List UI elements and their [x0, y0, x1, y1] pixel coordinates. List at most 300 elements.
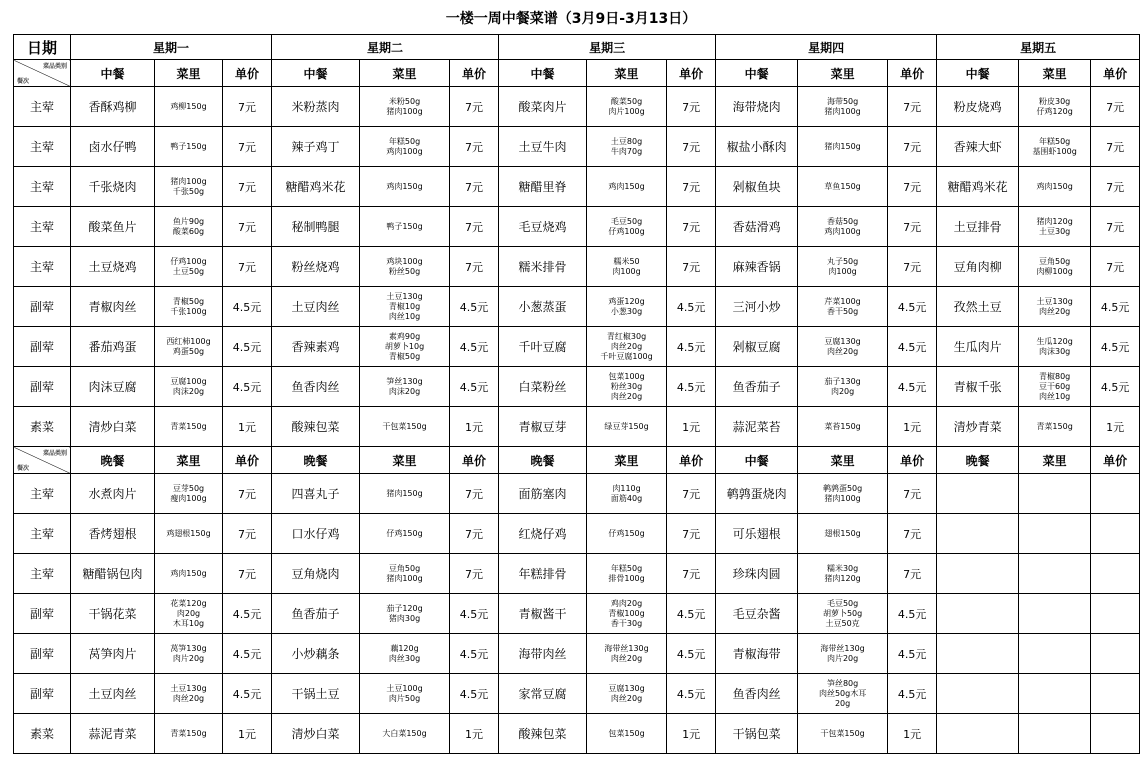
ingredient-header: 菜里 — [155, 60, 223, 87]
price-cell: 7元 — [450, 87, 499, 127]
dish-cell: 土豆牛肉 — [499, 127, 587, 167]
ingredient-cell: 鱼片90g 酸菜60g — [155, 207, 223, 247]
dish-cell — [937, 674, 1019, 714]
table-row — [14, 167, 1140, 207]
diag-category-label: 菜品类别 — [42, 63, 67, 70]
ingredient-cell: 酸菜50g 肉片100g — [587, 87, 667, 127]
dish-cell: 鱼香肉丝 — [716, 674, 798, 714]
ingredient-cell: 米粉50g 猪肉100g — [360, 87, 450, 127]
price-cell: 4.5元 — [888, 367, 937, 407]
ingredient-header: 菜里 — [798, 447, 888, 474]
ingredient-header: 菜里 — [798, 60, 888, 87]
price-cell: 4.5元 — [1091, 327, 1140, 367]
dish-cell: 糯米排骨 — [499, 247, 587, 287]
ingredient-cell: 毛豆50g 仔鸡100g — [587, 207, 667, 247]
dish-cell: 土豆肉丝 — [71, 674, 155, 714]
price-cell: 4.5元 — [667, 327, 716, 367]
ingredient-cell — [1019, 714, 1091, 754]
ingredient-cell: 海带丝130g 肉丝20g — [587, 634, 667, 674]
diag-meal-label: 餐次 — [17, 465, 30, 472]
dish-cell: 香酥鸡柳 — [71, 87, 155, 127]
table-row — [14, 634, 1140, 674]
price-cell: 7元 — [888, 474, 937, 514]
dish-cell: 米粉蒸肉 — [272, 87, 360, 127]
price-cell: 4.5元 — [223, 594, 272, 634]
dish-cell: 蒜泥菜苔 — [716, 407, 798, 447]
dish-cell: 剁椒豆腐 — [716, 327, 798, 367]
price-cell: 7元 — [450, 474, 499, 514]
category-cell: 主荤 — [14, 474, 71, 514]
dish-cell: 孜然土豆 — [937, 287, 1019, 327]
dish-cell: 鹌鹑蛋烧肉 — [716, 474, 798, 514]
price-cell: 4.5元 — [1091, 367, 1140, 407]
ingredient-cell — [1019, 594, 1091, 634]
price-cell: 7元 — [1091, 247, 1140, 287]
price-cell: 1元 — [888, 714, 937, 754]
ingredient-cell: 大白菜150g — [360, 714, 450, 754]
ingredient-header: 菜里 — [587, 60, 667, 87]
dish-cell: 香辣大虾 — [937, 127, 1019, 167]
dish-cell: 小炒藕条 — [272, 634, 360, 674]
dish-cell: 毛豆杂酱 — [716, 594, 798, 634]
category-cell: 主荤 — [14, 167, 71, 207]
dish-cell: 酸菜肉片 — [499, 87, 587, 127]
dish-cell: 土豆肉丝 — [272, 287, 360, 327]
price-cell: 7元 — [888, 127, 937, 167]
price-cell: 7元 — [450, 247, 499, 287]
price-cell: 1元 — [888, 407, 937, 447]
ingredient-cell: 鸡肉150g — [360, 167, 450, 207]
price-cell: 4.5元 — [223, 634, 272, 674]
price-cell — [1091, 714, 1140, 754]
price-header: 单价 — [1091, 60, 1140, 87]
price-cell: 4.5元 — [667, 674, 716, 714]
price-cell: 7元 — [667, 207, 716, 247]
price-cell: 7元 — [450, 554, 499, 594]
ingredient-cell: 鸡肉150g — [155, 554, 223, 594]
price-cell: 7元 — [223, 207, 272, 247]
ingredient-cell — [1019, 514, 1091, 554]
ingredient-cell: 青菜150g — [155, 407, 223, 447]
category-cell: 主荤 — [14, 87, 71, 127]
ingredient-cell: 土豆80g 牛肉70g — [587, 127, 667, 167]
price-header: 单价 — [450, 60, 499, 87]
ingredient-cell: 生瓜120g 肉沫30g — [1019, 327, 1091, 367]
ingredient-cell: 仔鸡150g — [360, 514, 450, 554]
price-cell: 7元 — [667, 474, 716, 514]
price-cell: 7元 — [450, 514, 499, 554]
table-row — [14, 207, 1140, 247]
ingredient-cell: 猪肉100g 千张50g — [155, 167, 223, 207]
price-cell: 7元 — [223, 514, 272, 554]
dish-cell: 青椒海带 — [716, 634, 798, 674]
price-header: 单价 — [888, 447, 937, 474]
category-cell: 副荤 — [14, 327, 71, 367]
diagonal-header-cell — [14, 60, 71, 87]
category-cell: 主荤 — [14, 127, 71, 167]
category-cell: 副荤 — [14, 634, 71, 674]
table-row — [14, 87, 1140, 127]
day-header: 星期五 — [937, 35, 1140, 60]
meal-header: 中餐 — [937, 60, 1019, 87]
price-cell: 1元 — [1091, 407, 1140, 447]
ingredient-cell: 鸡翅根150g — [155, 514, 223, 554]
ingredient-cell: 莴笋130g 肉片20g — [155, 634, 223, 674]
price-cell: 4.5元 — [450, 367, 499, 407]
dish-cell: 土豆排骨 — [937, 207, 1019, 247]
price-cell: 4.5元 — [667, 594, 716, 634]
dish-cell: 干锅包菜 — [716, 714, 798, 754]
price-cell: 4.5元 — [1091, 287, 1140, 327]
ingredient-cell: 绿豆芽150g — [587, 407, 667, 447]
dish-cell: 糖醋里脊 — [499, 167, 587, 207]
dish-cell: 麻辣香锅 — [716, 247, 798, 287]
price-header: 单价 — [1091, 447, 1140, 474]
price-cell — [1091, 674, 1140, 714]
dish-cell: 年糕排骨 — [499, 554, 587, 594]
dish-cell: 小葱蒸蛋 — [499, 287, 587, 327]
price-cell: 4.5元 — [888, 634, 937, 674]
ingredient-header: 菜里 — [587, 447, 667, 474]
ingredient-cell: 海带丝130g 肉片20g — [798, 634, 888, 674]
price-cell: 7元 — [450, 127, 499, 167]
price-cell: 1元 — [667, 407, 716, 447]
table-row — [14, 327, 1140, 367]
meal-header: 晚餐 — [272, 447, 360, 474]
price-cell: 7元 — [888, 87, 937, 127]
price-cell: 4.5元 — [450, 674, 499, 714]
price-header: 单价 — [888, 60, 937, 87]
dish-cell: 香烤翅根 — [71, 514, 155, 554]
price-cell: 4.5元 — [223, 367, 272, 407]
meal-header: 中餐 — [499, 60, 587, 87]
table-row — [14, 714, 1140, 754]
table-row — [14, 554, 1140, 594]
ingredient-cell: 青菜150g — [155, 714, 223, 754]
ingredient-header: 菜里 — [1019, 60, 1091, 87]
dish-cell: 海带烧肉 — [716, 87, 798, 127]
price-cell: 7元 — [667, 167, 716, 207]
ingredient-cell: 芹菜100g 香干50g — [798, 287, 888, 327]
ingredient-cell: 鸭子150g — [360, 207, 450, 247]
day-header: 星期三 — [499, 35, 716, 60]
table-row — [14, 247, 1140, 287]
price-cell: 4.5元 — [667, 287, 716, 327]
price-cell: 4.5元 — [888, 674, 937, 714]
price-cell: 7元 — [450, 207, 499, 247]
price-cell: 7元 — [888, 247, 937, 287]
category-cell: 主荤 — [14, 554, 71, 594]
dish-cell: 青椒肉丝 — [71, 287, 155, 327]
dish-cell: 海带肉丝 — [499, 634, 587, 674]
ingredient-cell: 干包菜150g — [798, 714, 888, 754]
price-cell: 1元 — [667, 714, 716, 754]
meal-header: 晚餐 — [71, 447, 155, 474]
dish-cell: 可乐翅根 — [716, 514, 798, 554]
price-cell: 4.5元 — [888, 327, 937, 367]
ingredient-cell: 包菜150g — [587, 714, 667, 754]
ingredient-cell: 豆角50g 肉柳100g — [1019, 247, 1091, 287]
dish-cell: 豆角烧肉 — [272, 554, 360, 594]
dish-cell: 千叶豆腐 — [499, 327, 587, 367]
dish-cell: 千张烧肉 — [71, 167, 155, 207]
meal-header: 中餐 — [716, 447, 798, 474]
dish-cell: 珍珠肉圆 — [716, 554, 798, 594]
diag-meal-label: 餐次 — [17, 78, 30, 85]
dish-cell: 清炒白菜 — [71, 407, 155, 447]
dish-cell: 三河小炒 — [716, 287, 798, 327]
meal-header: 中餐 — [71, 60, 155, 87]
date-header: 日期 — [14, 35, 71, 60]
dish-cell: 辣子鸡丁 — [272, 127, 360, 167]
dish-cell: 家常豆腐 — [499, 674, 587, 714]
ingredient-cell: 笋丝130g 肉沫20g — [360, 367, 450, 407]
price-cell: 1元 — [223, 407, 272, 447]
price-cell: 7元 — [223, 127, 272, 167]
ingredient-cell: 翅根150g — [798, 514, 888, 554]
dish-cell: 口水仔鸡 — [272, 514, 360, 554]
price-cell: 1元 — [450, 714, 499, 754]
ingredient-cell: 土豆130g 肉丝20g — [1019, 287, 1091, 327]
price-cell: 7元 — [667, 127, 716, 167]
price-cell: 1元 — [223, 714, 272, 754]
category-cell: 素菜 — [14, 714, 71, 754]
price-header: 单价 — [667, 447, 716, 474]
meal-header: 晚餐 — [937, 447, 1019, 474]
dish-cell — [937, 594, 1019, 634]
price-cell: 7元 — [667, 554, 716, 594]
price-cell: 7元 — [888, 167, 937, 207]
ingredient-header: 菜里 — [155, 447, 223, 474]
dish-cell: 莴笋肉片 — [71, 634, 155, 674]
price-cell: 1元 — [450, 407, 499, 447]
ingredient-cell: 猪肉120g 土豆30g — [1019, 207, 1091, 247]
price-cell: 7元 — [1091, 167, 1140, 207]
table-row — [14, 407, 1140, 447]
ingredient-cell: 土豆130g 青椒10g 肉丝10g — [360, 287, 450, 327]
ingredient-cell: 藕120g 肉丝30g — [360, 634, 450, 674]
ingredient-cell: 香菇50g 鸡肉100g — [798, 207, 888, 247]
price-cell: 7元 — [667, 87, 716, 127]
category-cell: 副荤 — [14, 287, 71, 327]
price-cell — [1091, 554, 1140, 594]
price-cell — [1091, 634, 1140, 674]
dish-cell: 粉皮烧鸡 — [937, 87, 1019, 127]
dish-cell: 肉沫豆腐 — [71, 367, 155, 407]
dish-cell: 糖醋鸡米花 — [272, 167, 360, 207]
table-row — [14, 287, 1140, 327]
ingredient-cell: 豆角50g 猪肉100g — [360, 554, 450, 594]
ingredient-cell: 土豆100g 肉片50g — [360, 674, 450, 714]
price-cell: 4.5元 — [667, 367, 716, 407]
ingredient-cell: 茄子120g 猪肉30g — [360, 594, 450, 634]
page-title: 一楼一周中餐菜谱（3月9日-3月13日） — [445, 11, 697, 27]
dish-cell: 蒜泥青菜 — [71, 714, 155, 754]
meal-header: 中餐 — [716, 60, 798, 87]
dish-cell: 干锅花菜 — [71, 594, 155, 634]
category-cell: 主荤 — [14, 514, 71, 554]
dish-cell: 豆角肉柳 — [937, 247, 1019, 287]
dish-cell — [937, 474, 1019, 514]
dish-cell: 青椒豆芽 — [499, 407, 587, 447]
price-cell: 7元 — [888, 514, 937, 554]
ingredient-cell: 花菜120g 肉20g 木耳10g — [155, 594, 223, 634]
ingredient-cell: 青菜150g — [1019, 407, 1091, 447]
table-row — [14, 674, 1140, 714]
meal-header: 中餐 — [272, 60, 360, 87]
menu-table — [13, 34, 1140, 754]
price-cell: 7元 — [667, 514, 716, 554]
price-cell: 4.5元 — [888, 287, 937, 327]
price-cell: 7元 — [223, 474, 272, 514]
price-cell: 4.5元 — [223, 674, 272, 714]
category-cell: 主荤 — [14, 247, 71, 287]
ingredient-cell: 鸡肉150g — [587, 167, 667, 207]
dish-cell: 酸辣包菜 — [499, 714, 587, 754]
price-cell: 7元 — [223, 247, 272, 287]
ingredient-cell: 茄子130g 肉20g — [798, 367, 888, 407]
price-cell: 7元 — [1091, 207, 1140, 247]
dish-cell: 生瓜肉片 — [937, 327, 1019, 367]
day-header: 星期一 — [71, 35, 272, 60]
ingredient-cell: 毛豆50g 胡萝卜50g 土豆50克 — [798, 594, 888, 634]
category-cell: 副荤 — [14, 674, 71, 714]
price-cell: 4.5元 — [223, 287, 272, 327]
dish-cell: 剁椒鱼块 — [716, 167, 798, 207]
ingredient-cell: 鸡肉20g 青椒100g 香干30g — [587, 594, 667, 634]
dish-cell: 干锅土豆 — [272, 674, 360, 714]
dish-cell: 鱼香茄子 — [716, 367, 798, 407]
dish-cell: 鱼香茄子 — [272, 594, 360, 634]
table-row — [14, 474, 1140, 514]
price-cell: 7元 — [1091, 127, 1140, 167]
category-cell: 素菜 — [14, 407, 71, 447]
price-cell — [1091, 474, 1140, 514]
price-header: 单价 — [223, 447, 272, 474]
dish-cell: 秘制鸭腿 — [272, 207, 360, 247]
ingredient-cell: 仔鸡100g 土豆50g — [155, 247, 223, 287]
dish-cell: 四喜丸子 — [272, 474, 360, 514]
price-cell — [1091, 514, 1140, 554]
price-cell: 7元 — [1091, 87, 1140, 127]
dish-cell: 毛豆烧鸡 — [499, 207, 587, 247]
price-cell: 4.5元 — [450, 634, 499, 674]
dish-cell — [937, 514, 1019, 554]
price-cell: 4.5元 — [450, 594, 499, 634]
day-header: 星期四 — [716, 35, 937, 60]
table-row — [14, 367, 1140, 407]
ingredient-cell: 素鸡90g 胡萝卜10g 青椒50g — [360, 327, 450, 367]
dish-cell: 清炒白菜 — [272, 714, 360, 754]
table-row — [14, 127, 1140, 167]
price-cell: 4.5元 — [888, 594, 937, 634]
dish-cell: 糖醋锅包肉 — [71, 554, 155, 594]
ingredient-cell: 猪肉150g — [798, 127, 888, 167]
ingredient-cell: 青椒80g 豆干60g 肉丝10g — [1019, 367, 1091, 407]
table-row — [14, 514, 1140, 554]
dish-cell: 红烧仔鸡 — [499, 514, 587, 554]
table-row — [14, 594, 1140, 634]
category-cell: 副荤 — [14, 594, 71, 634]
dish-cell: 粉丝烧鸡 — [272, 247, 360, 287]
price-header: 单价 — [223, 60, 272, 87]
ingredient-cell: 丸子50g 肉100g — [798, 247, 888, 287]
ingredient-cell: 豆腐130g 肉丝20g — [587, 674, 667, 714]
meal-header: 晚餐 — [499, 447, 587, 474]
ingredient-cell: 豆腐130g 肉丝20g — [798, 327, 888, 367]
price-cell: 7元 — [223, 554, 272, 594]
ingredient-cell: 海带50g 猪肉100g — [798, 87, 888, 127]
dish-cell: 面筋塞肉 — [499, 474, 587, 514]
dish-cell: 白菜粉丝 — [499, 367, 587, 407]
dish-cell: 水煮肉片 — [71, 474, 155, 514]
ingredient-cell: 西红柿100g 鸡蛋50g — [155, 327, 223, 367]
price-cell: 4.5元 — [450, 287, 499, 327]
day-header: 星期二 — [272, 35, 499, 60]
ingredient-cell: 年糕50g 基围虾100g — [1019, 127, 1091, 167]
dish-cell: 糖醋鸡米花 — [937, 167, 1019, 207]
ingredient-cell: 土豆130g 肉丝20g — [155, 674, 223, 714]
dish-cell: 土豆烧鸡 — [71, 247, 155, 287]
ingredient-cell: 年糕50g 排骨100g — [587, 554, 667, 594]
ingredient-cell: 包菜100g 粉丝30g 肉丝20g — [587, 367, 667, 407]
ingredient-cell: 青椒50g 千张100g — [155, 287, 223, 327]
dish-cell — [937, 634, 1019, 674]
price-cell: 7元 — [223, 167, 272, 207]
ingredient-cell: 干包菜150g — [360, 407, 450, 447]
ingredient-cell: 鸭子150g — [155, 127, 223, 167]
dish-cell: 青椒酱干 — [499, 594, 587, 634]
price-cell: 7元 — [223, 87, 272, 127]
dish-cell — [937, 554, 1019, 594]
dish-cell: 香菇滑鸡 — [716, 207, 798, 247]
price-cell: 4.5元 — [223, 327, 272, 367]
dish-cell: 香辣素鸡 — [272, 327, 360, 367]
ingredient-cell: 豆芽50g 瘦肉100g — [155, 474, 223, 514]
dish-cell: 青椒千张 — [937, 367, 1019, 407]
ingredient-cell — [1019, 554, 1091, 594]
ingredient-header: 菜里 — [1019, 447, 1091, 474]
diag-category-label: 菜品类别 — [42, 450, 67, 457]
ingredient-cell: 糯米30g 猪肉120g — [798, 554, 888, 594]
ingredient-header: 菜里 — [360, 60, 450, 87]
price-cell — [1091, 594, 1140, 634]
price-header: 单价 — [450, 447, 499, 474]
ingredient-cell: 菜苔150g — [798, 407, 888, 447]
dish-cell: 卤水仔鸭 — [71, 127, 155, 167]
dish-cell: 椒盐小酥肉 — [716, 127, 798, 167]
price-cell: 4.5元 — [450, 327, 499, 367]
ingredient-cell: 鸡蛋120g 小葱30g — [587, 287, 667, 327]
ingredient-cell: 豆腐100g 肉沫20g — [155, 367, 223, 407]
price-cell: 4.5元 — [667, 634, 716, 674]
ingredient-cell: 鹌鹑蛋50g 猪肉100g — [798, 474, 888, 514]
ingredient-cell: 猪肉150g — [360, 474, 450, 514]
ingredient-cell: 草鱼150g — [798, 167, 888, 207]
ingredient-cell: 青红椒30g 肉丝20g 千叶豆腐100g — [587, 327, 667, 367]
category-cell: 主荤 — [14, 207, 71, 247]
ingredient-cell — [1019, 674, 1091, 714]
ingredient-cell: 鸡柳150g — [155, 87, 223, 127]
ingredient-cell: 笋丝80g 肉丝50g木耳 20g — [798, 674, 888, 714]
dish-cell — [937, 714, 1019, 754]
dish-cell: 酸菜鱼片 — [71, 207, 155, 247]
diagonal-header-cell — [14, 447, 71, 474]
dish-cell: 鱼香肉丝 — [272, 367, 360, 407]
dish-cell: 番茄鸡蛋 — [71, 327, 155, 367]
ingredient-cell — [1019, 474, 1091, 514]
price-cell: 7元 — [450, 167, 499, 207]
